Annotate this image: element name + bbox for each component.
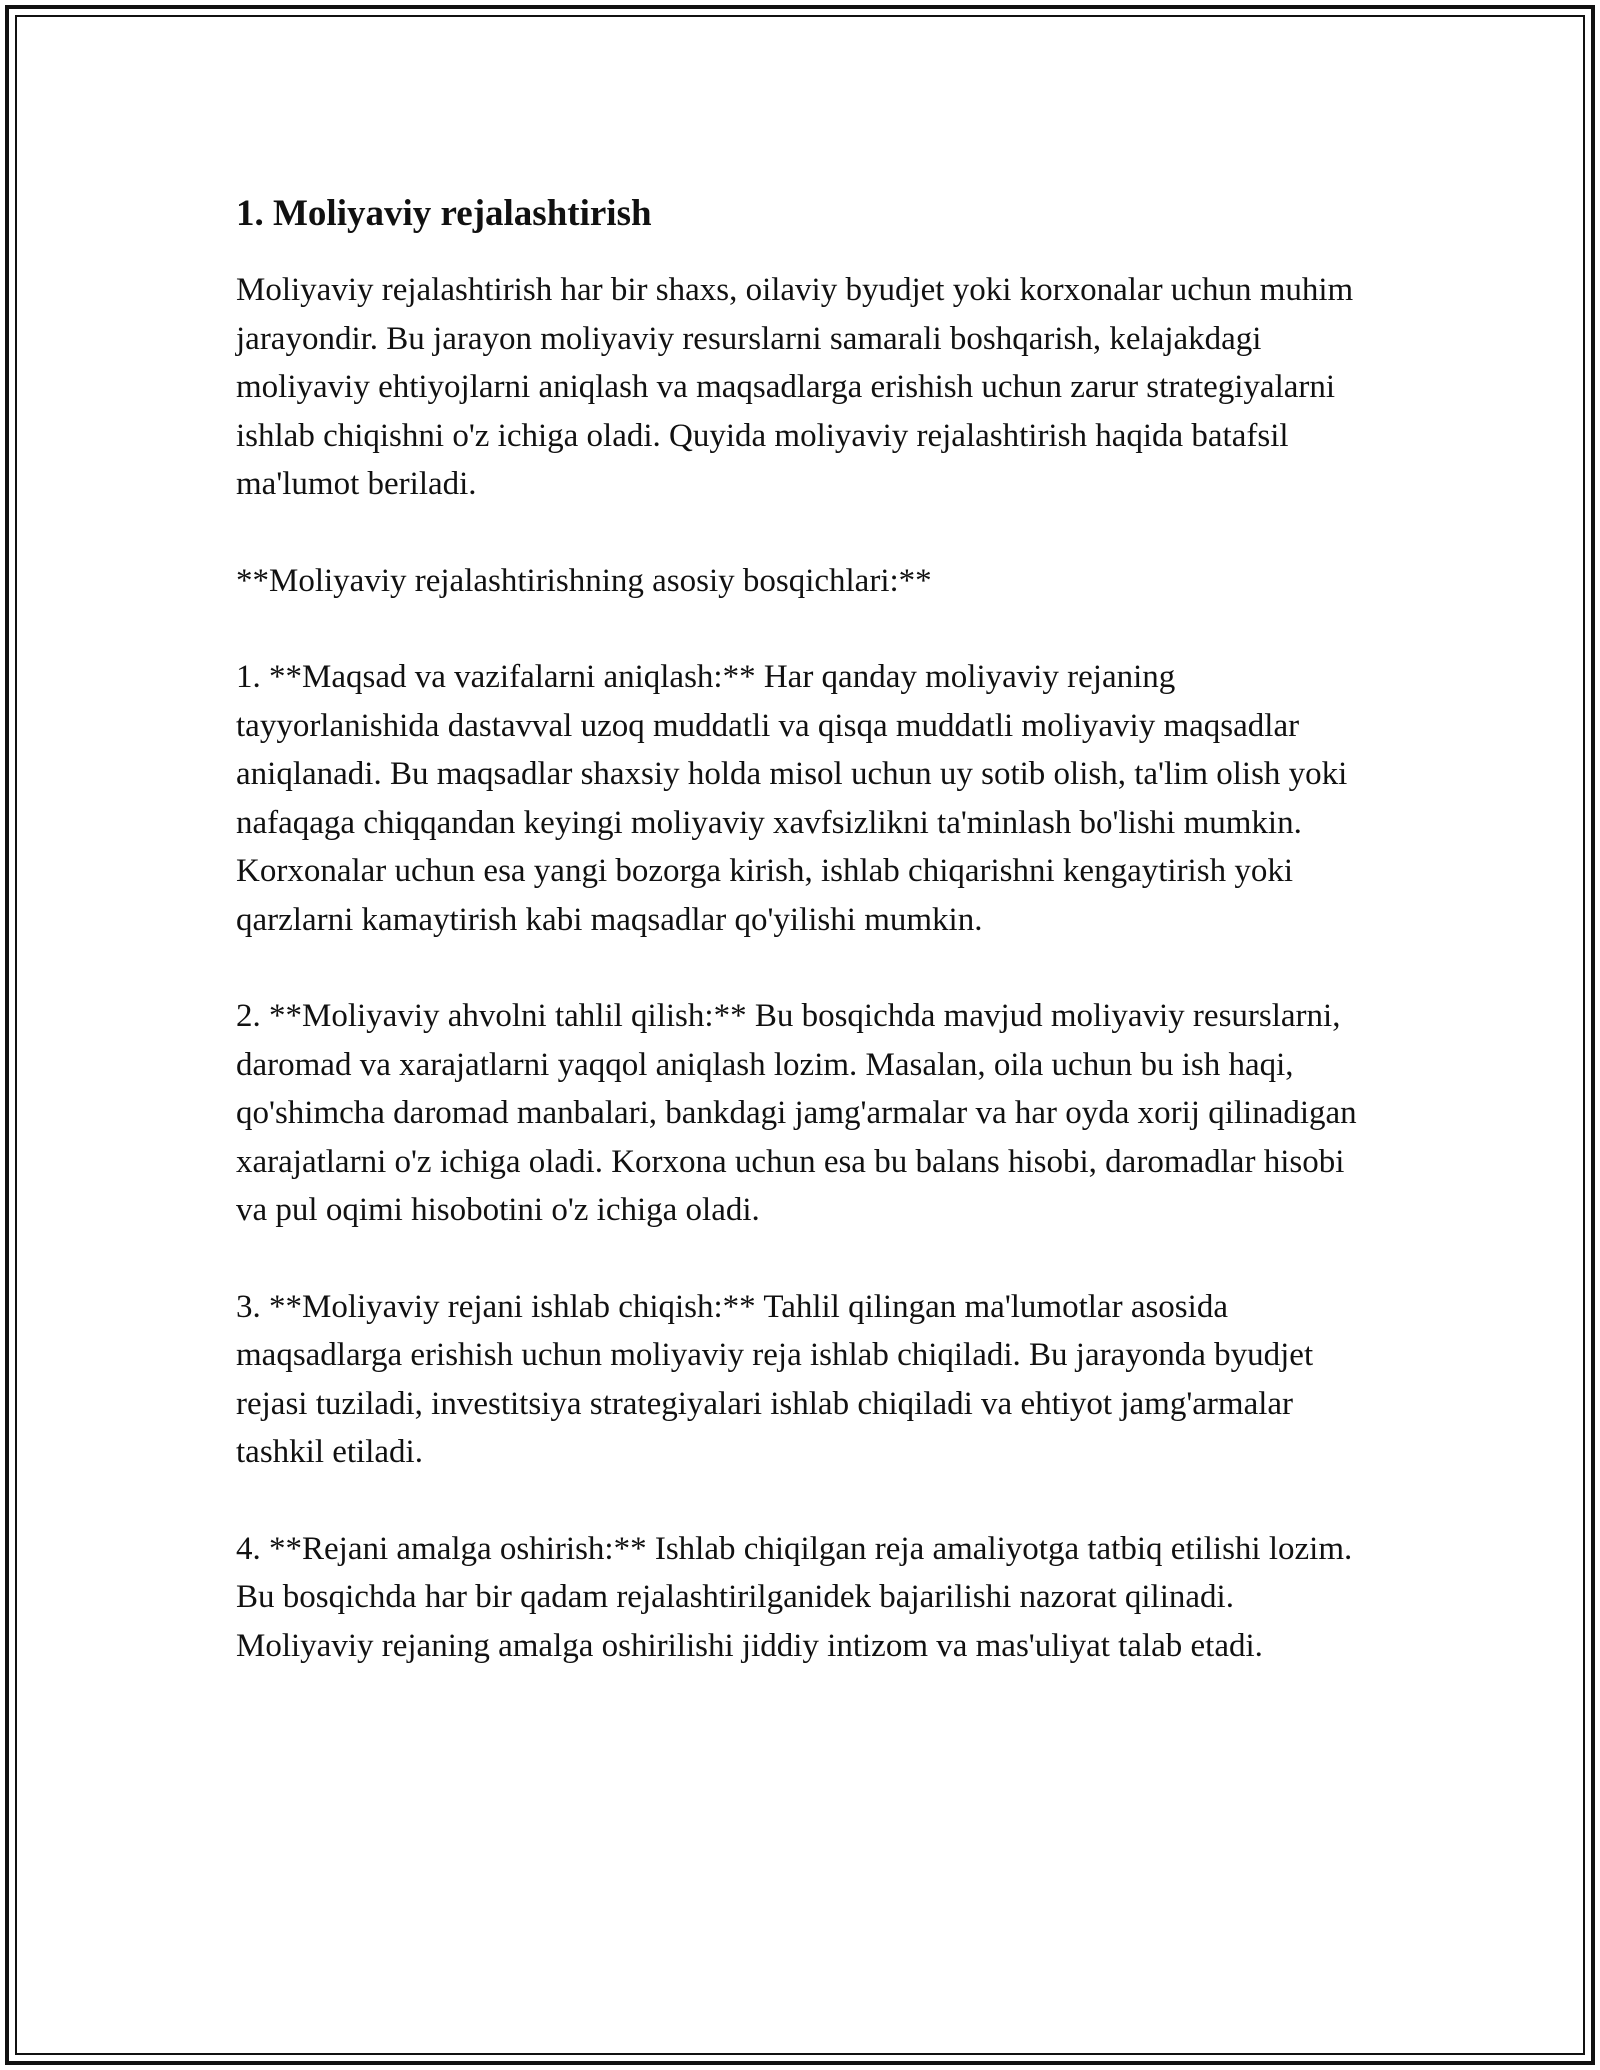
step-4-paragraph: 4. **Rejani amalga oshirish:** Ishlab chiqilgan reja amaliyotga tatbiq etilishi lozim. Bu bosqichda har bir qadam rejalashtirilganidek bajarilishi nazorat qilinadi. Moliyaviy rejaning amalga oshirilishi jiddiy intizom va mas'uliyat talab etadi. [236, 1530, 1353, 1664]
section-heading: 1. Moliyaviy rejalashtirish [236, 193, 652, 234]
steps-heading-paragraph: **Moliyaviy rejalashtirishning asosiy bosqichlari:** [236, 562, 932, 599]
step-2-paragraph: 2. **Moliyaviy ahvolni tahlil qilish:** Bu bosqichda mavjud moliyaviy resurslarni, daromad va xarajatlarni yaqqol aniqlash lozim. Masalan, oila uchun bu ish haqi, qo'shimcha daromad manbalari, bankdagi jamg'armalar va har oyda xorij qilinadigan xarajatlarni o'z ichiga oladi. Korxona uchun esa bu balans hisobi, daromadlar hisobi va pul oqimi hisobotini o'z ichiga oladi. [236, 998, 1357, 1228]
document-body [236, 188, 1376, 1718]
step-3-paragraph: 3. **Moliyaviy rejani ishlab chiqish:** Tahlil qilingan ma'lumotlar asosida maqsadlarga erishish uchun moliyaviy reja ishlab chiqiladi. Bu jarayonda byudjet rejasi tuziladi, investitsiya strategiyalari ishlab chiqiladi va ehtiyot jamg'armalar tashkil etiladi. [236, 1288, 1314, 1470]
step-1-paragraph: 1. **Maqsad va vazifalarni aniqlash:** Har qanday moliyaviy rejaning tayyorlanishida dastavval uzoq muddatli va qisqa muddatli moliyaviy maqsadlar aniqlanadi. Bu maqsadlar shaxsiy holda misol uchun uy sotib olish, ta'lim olish yoki nafaqaga chiqqandan keyingi moliyaviy xavfsizlikni ta'minlash bo'lishi mumkin. Korxonalar uchun esa yangi bozorga kirish, ishlab chiqarishni kengaytirish yoki qarzlarni kamaytirish kabi maqsadlar qo'yilishi mumkin. [236, 659, 1348, 938]
intro-paragraph: Moliyaviy rejalashtirish har bir shaxs, oilaviy byudjet yoki korxonalar uchun muhim jarayondir. Bu jarayon moliyaviy resurslarni samarali boshqarish, kelajakdagi moliyaviy ehtiyojlarni aniqlash va maqsadlarga erishish uchun zarur strategiyalarni ishlab chiqishni o'z ichiga oladi. Quyida moliyaviy rejalashtirish haqida batafsil ma'lumot beriladi. [236, 272, 1354, 502]
